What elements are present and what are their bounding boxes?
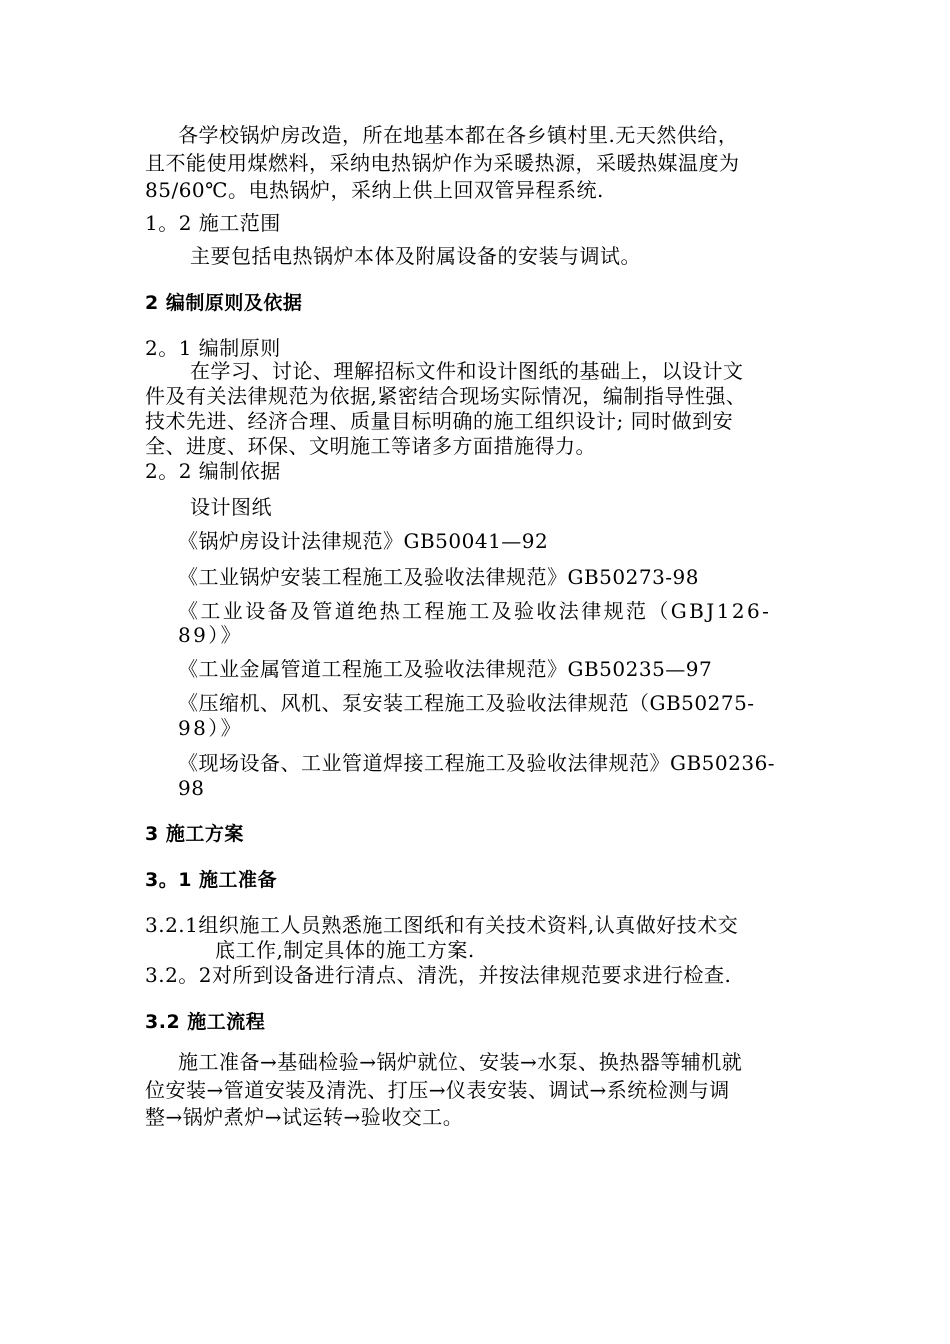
reference-item: 《工业金属管道工程施工及验收法律规范》GB50235—97 (178, 657, 713, 681)
reference-item: 《工业锅炉安装工程施工及验收法律规范》GB50273-98 (178, 565, 700, 589)
section-3-2-heading: 3.2 施工流程 (145, 1011, 266, 1033)
section-2-1-line-4: 全、进度、环保、文明施工等诸多方面措施得力。 (145, 434, 596, 458)
section-1-2-heading: 1。2 施工范围 (145, 211, 281, 235)
reference-item: 《压缩机、风机、泵安装工程施工及验收法律规范（GB50275- (178, 691, 755, 715)
reference-item: 《锅炉房设计法律规范》GB50041—92 (178, 529, 549, 553)
section-3-2-line-3: 整→锅炉煮炉→试运转→验收交工。 (145, 1105, 464, 1129)
section-1-2-text: 主要包括电热锅炉本体及附属设备的安装与调试。 (190, 244, 641, 268)
section-3-1-line-1: 3.2.1组织施工人员熟悉施工图纸和有关技术资料,认真做好技术交 (145, 913, 739, 937)
section-2-heading: 2 编制原则及依据 (145, 292, 303, 314)
intro-line-1: 各学校锅炉房改造，所在地基本都在各乡镇村里.无天然供给， (178, 123, 739, 147)
section-3-heading: 3 施工方案 (145, 823, 244, 845)
reference-item: 98 (178, 776, 205, 800)
section-2-1-heading: 2。1 编制原则 (145, 336, 281, 360)
intro-line-2: 且不能使用煤燃料，采纳电热锅炉作为采暖热源，采暖热媒温度为 (145, 151, 740, 175)
intro-line-3: 85/60℃。电热锅炉，采纳上供上回双管异程系统. (145, 178, 604, 202)
section-3-1-line-2: 底工作,制定具体的施工方案. (215, 938, 475, 962)
section-3-2-line-2: 位安装→管道安装及清洗、打压→仪表安装、调试→系统检测与调 (145, 1078, 730, 1102)
section-2-1-line-1: 在学习、讨论、理解招标文件和设计图纸的基础上，以设计文 (190, 359, 744, 383)
section-2-1-line-2: 件及有关法律规范为依据,紧密结合现场实际情况，编制指导性强、 (145, 384, 747, 408)
section-2-2-heading: 2。2 编制依据 (145, 459, 281, 483)
reference-item: 《工业设备及管道绝热工程施工及验收法律规范（GBJ126- (178, 599, 772, 623)
reference-item: 设计图纸 (190, 495, 272, 519)
section-2-1-line-3: 技术先进、经济合理、质量目标明确的施工组织设计; 同时做到安 (145, 409, 734, 433)
reference-item: 98）》 (178, 716, 244, 740)
section-3-1-heading: 3。1 施工准备 (145, 869, 278, 891)
reference-item: 89）》 (178, 623, 244, 647)
section-3-2-line-1: 施工准备→基础检验→锅炉就位、安装→水泵、换热器等辅机就 (178, 1050, 743, 1074)
reference-item: 《现场设备、工业管道焊接工程施工及验收法律规范》GB50236- (178, 751, 776, 775)
section-3-1-line-3: 3.2。2对所到设备进行清点、清洗，并按法律规范要求进行检查. (145, 963, 732, 987)
